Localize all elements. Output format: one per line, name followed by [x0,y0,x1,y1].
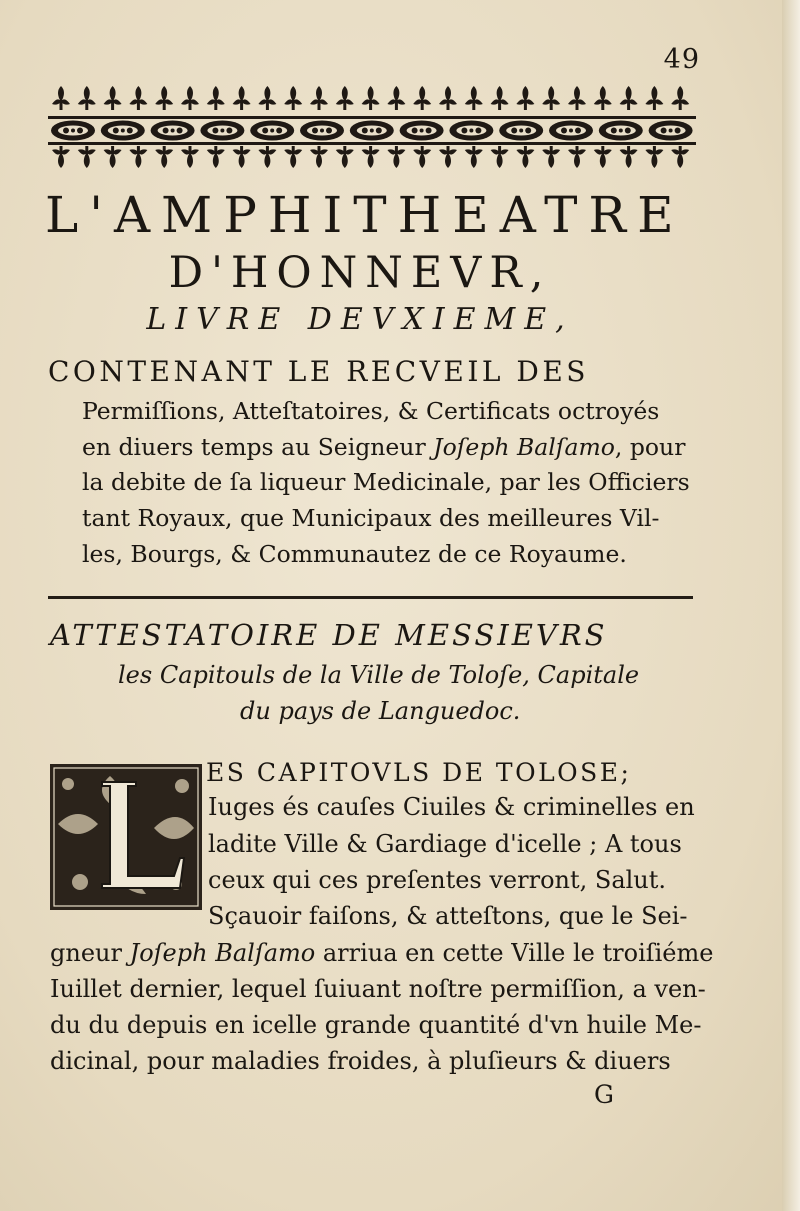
title-line-4: CONTENANT LE RECVEIL DES [48,355,589,388]
subtitle-line-4: tant Royaux, que Municipaux des meilleures Vil- [82,504,660,532]
body-line-9: dicinal, pour maladies froides, à pluſieurs & diuers [50,1047,671,1075]
page-number: 49 [663,44,700,75]
body-line-1: ES CAPITOVLS DE TOLOSE; [206,758,632,787]
subtitle-line-5: les, Bourgs, & Communautez de ce Royaume. [82,540,627,568]
section-heading-3: du pays de Languedoc. [240,697,521,725]
horizontal-rule [48,596,693,599]
subtitle-line-3: la debite de ſa liqueur Medicinale, par les Officiers [82,468,690,496]
decorated-initial-l [50,764,202,910]
section-heading-2: les Capitouls de la Ville de Toloſe, Capitale [118,661,640,689]
body-line-2: Iuges és cauſes Ciuiles & criminelles en [208,793,695,821]
body-line-3: ladite Ville & Gardiage d'icelle ; A tous [208,830,682,858]
subtitle-line-2: en diuers temps au Seigneur Joſeph Balſamo, pour [82,433,686,461]
title-line-2: D'HONNEVR, [168,248,552,298]
body-line-5: Sçauoir faiſons, & atteſtons, que le Sei- [208,902,688,930]
section-heading-1: ATTESTATOIRE DE MESSIEVRS [50,618,608,652]
body-line-7: Iuillet dernier, lequel ſuiuant noſtre permiſſion, a ven- [50,975,706,1003]
body-line-6: gneur Joſeph Balſamo arriua en cette Ville le troiſiéme [50,939,714,967]
title-line-1: L'AMPHITHEATRE [45,186,685,244]
body-line-8: du du depuis en icelle grande quantité d'vn huile Me- [50,1011,702,1039]
body-line-4: ceux qui ces preſentes verront, Salut. [208,866,667,894]
ornamental-headpiece [48,82,696,172]
subtitle-line-1: Permiſſions, Atteſtatoires, & Certificats octroyés [82,397,660,425]
page-edge [782,0,800,1211]
signature-mark: G [594,1080,614,1109]
title-line-3: LIVRE DEVXIEME, [146,302,574,337]
